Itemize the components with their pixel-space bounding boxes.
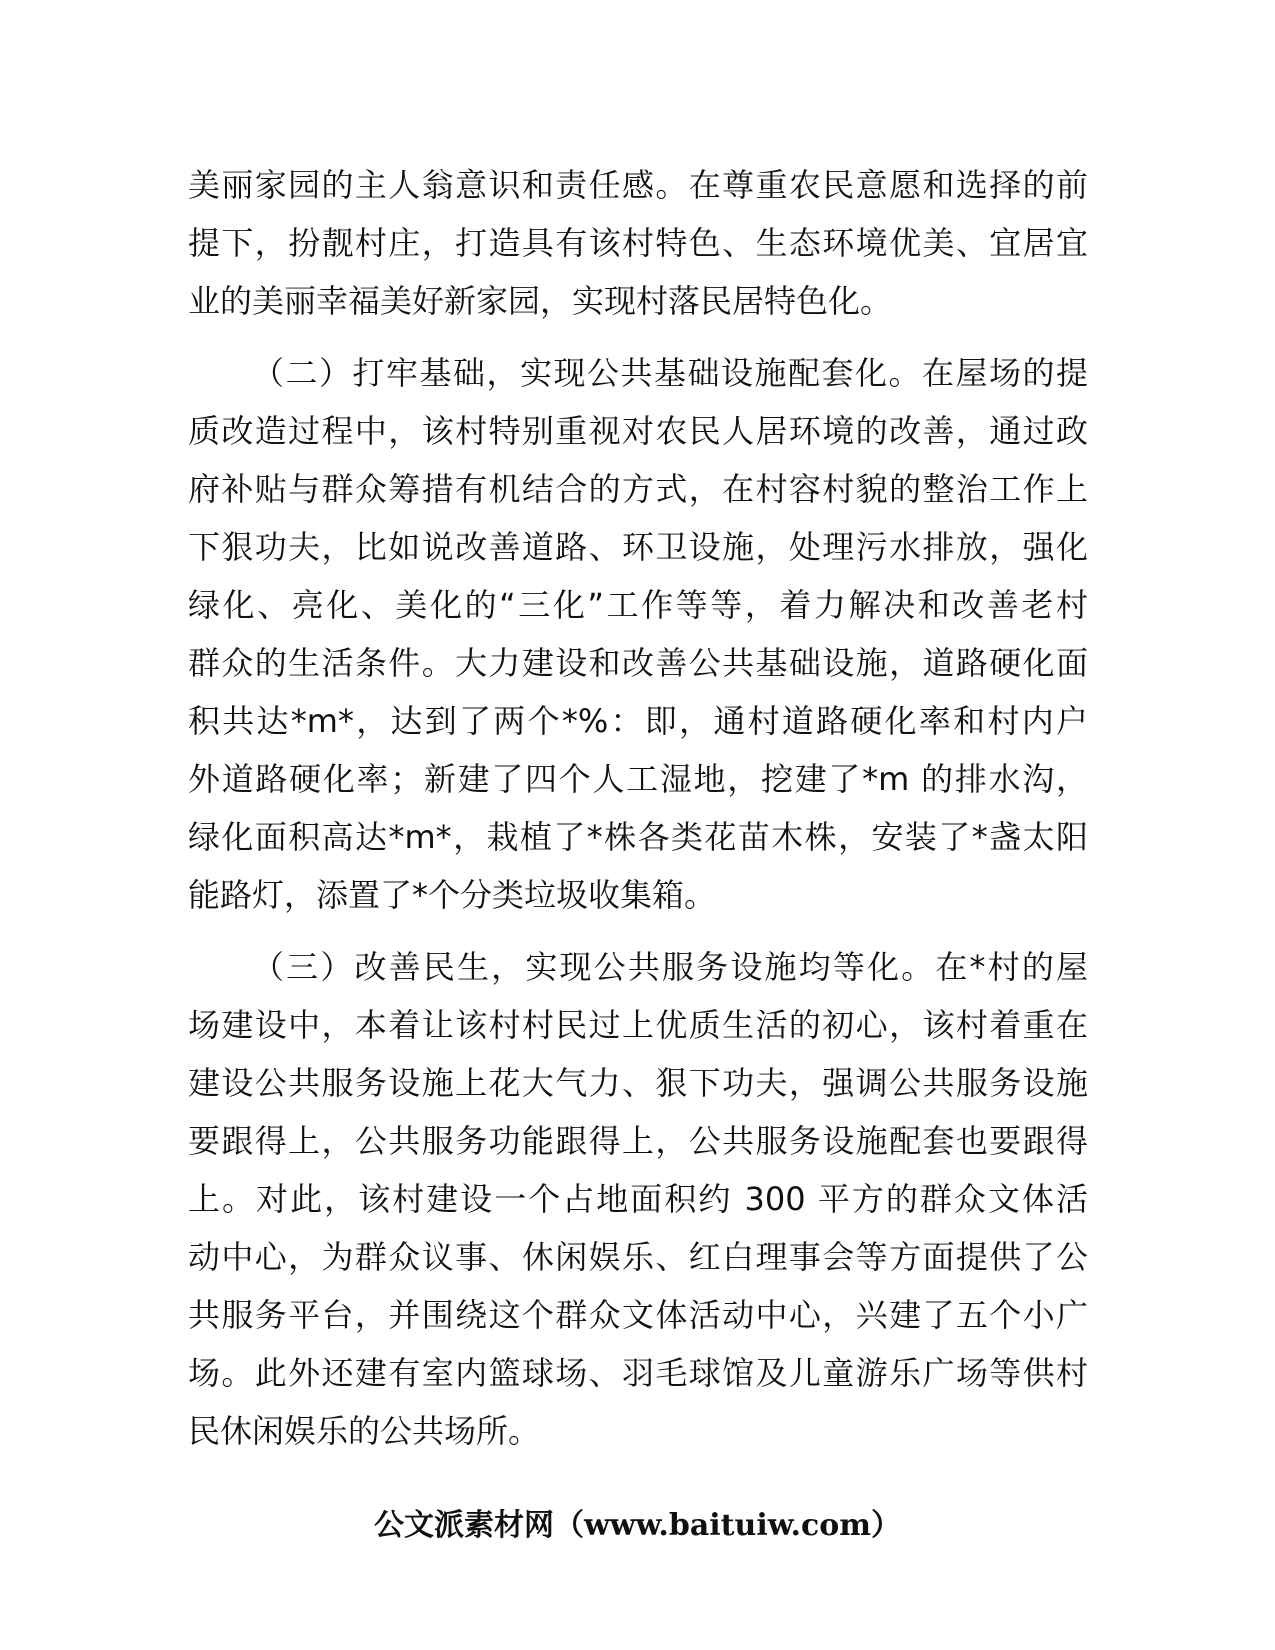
text-line: 府补贴与群众筹措有机结合的方式，在村容村貌的整治工作上	[188, 470, 1088, 508]
section-heading-line: （二）打牢基础，实现公共基础设施配套化。在屋场的提	[252, 354, 1088, 392]
text-line: 能路灯，添置了*个分类垃圾收集箱。	[188, 876, 717, 914]
text-line: 建设公共服务设施上花大气力、狠下功夫，强调公共服务设施	[188, 1064, 1088, 1102]
text-line: 绿化面积高达*m*，栽植了*株各类花苗木株，安装了*盏太阳	[188, 818, 1088, 856]
document-body	[188, 156, 1088, 1460]
paragraph-section-2	[188, 344, 1088, 924]
text-line: 动中心，为群众议事、休闲娱乐、红白理事会等方面提供了公	[188, 1238, 1088, 1276]
text-line: 场建设中，本着让该村村民过上优质生活的初心，该村着重在	[188, 1006, 1088, 1044]
text-line: 要跟得上，公共服务功能跟得上，公共服务设施配套也要跟得	[188, 1122, 1088, 1160]
text-line: 业的美丽幸福美好新家园，实现村落民居特色化。	[188, 282, 893, 320]
text-line: 群众的生活条件。大力建设和改善公共基础设施，道路硬化面	[188, 644, 1088, 682]
text-line: 提下，扮靓村庄，打造具有该村特色、生态环境优美、宜居宜	[188, 224, 1088, 262]
text-line: 下狠功夫，比如说改善道路、环卫设施，处理污水排放，强化	[188, 528, 1088, 566]
text-line: 绿化、亮化、美化的“三化”工作等等，着力解决和改善老村	[188, 586, 1088, 624]
text-line: 积共达*m*，达到了两个*%：即，通村道路硬化率和村内户	[188, 702, 1088, 740]
text-line: 美丽家园的主人翁意识和责任感。在尊重农民意愿和选择的前	[188, 166, 1088, 204]
text-line: 外道路硬化率；新建了四个人工湿地，挖建了*m 的排水沟，	[188, 760, 1088, 798]
section-heading-line: （三）改善民生，实现公共服务设施均等化。在*村的屋	[252, 948, 1088, 986]
text-line: 上。对此，该村建设一个占地面积约 300 平方的群众文体活	[188, 1180, 1088, 1218]
text-line: 质改造过程中，该村特别重视对农民人居环境的改善，通过政	[188, 412, 1088, 450]
paragraph-continuation	[188, 156, 1088, 330]
text-line: 共服务平台，并围绕这个群众文体活动中心，兴建了五个小广	[188, 1296, 1088, 1334]
footer-source-label: 公文派素材网（www.baituiw.com）	[373, 1508, 902, 1543]
text-line: 民休闲娱乐的公共场所。	[188, 1412, 541, 1450]
text-line: 场。此外还建有室内篮球场、羽毛球馆及儿童游乐广场等供村	[188, 1354, 1088, 1392]
paragraph-section-3	[188, 938, 1088, 1460]
